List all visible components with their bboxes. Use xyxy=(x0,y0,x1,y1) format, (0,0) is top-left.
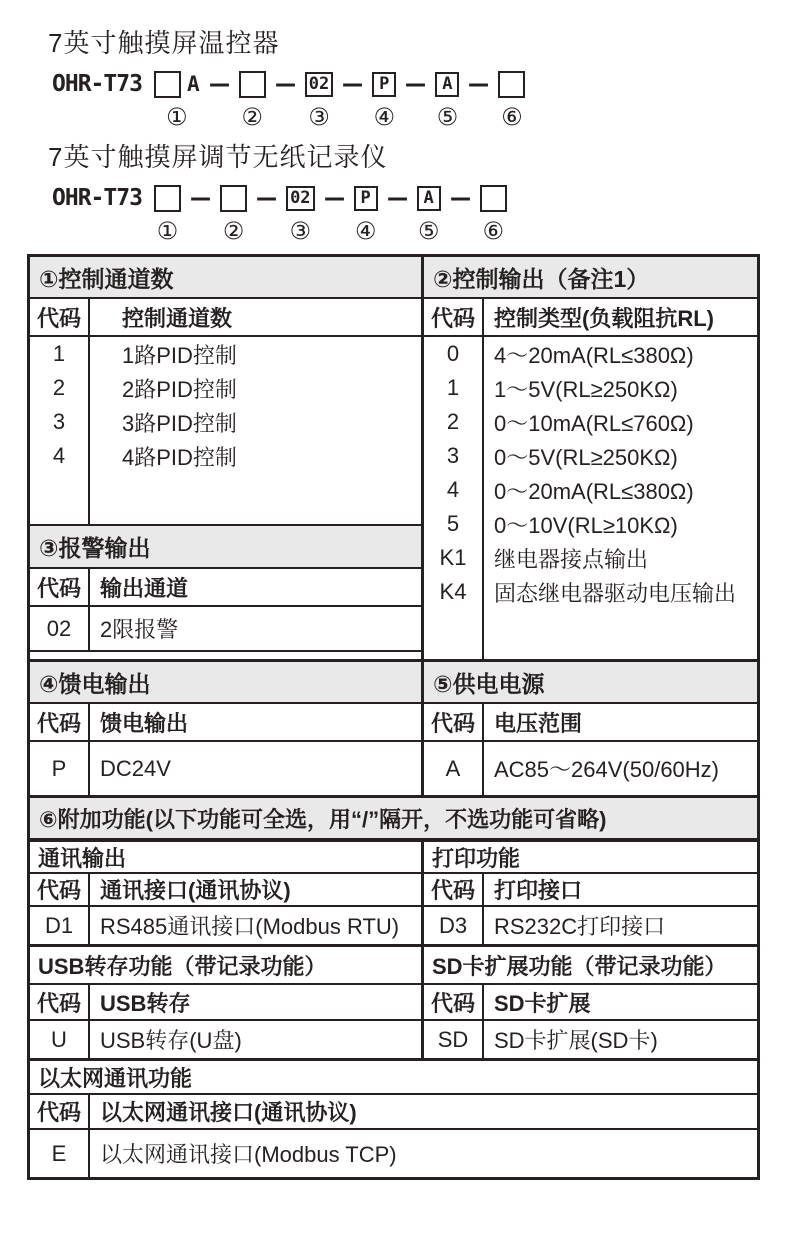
table-row xyxy=(424,907,757,944)
code-box-1-suffix: A xyxy=(186,72,200,96)
column-header-code: 代码 xyxy=(30,704,90,740)
ordering-code-table xyxy=(27,254,760,1180)
circle-index-6: ⑥ xyxy=(482,218,504,245)
table-row xyxy=(424,371,757,405)
code-box-6 xyxy=(498,71,525,98)
code-box-2 xyxy=(220,185,247,212)
ethernet-section xyxy=(30,1058,757,1177)
filler-row xyxy=(424,609,757,659)
code-box-1 xyxy=(154,185,181,212)
dash-segment xyxy=(275,69,295,99)
section-6-header: ⑥附加功能(以下功能可全选，用“/”隔开，不选功能可省略) xyxy=(30,795,757,840)
code-segment-6 xyxy=(498,69,525,130)
circle-index-2: ② xyxy=(222,218,245,245)
table-header-row xyxy=(30,1095,757,1130)
circle-index-6: ⑥ xyxy=(501,104,523,131)
table-header-row xyxy=(30,569,421,607)
code-cell: 2 xyxy=(30,371,90,405)
table-row xyxy=(30,1130,757,1177)
code-cell: 3 xyxy=(424,439,484,473)
spacer xyxy=(30,652,421,659)
code-cell: 4 xyxy=(424,473,484,507)
section-2-column xyxy=(424,257,757,659)
dash-separator: – xyxy=(191,183,210,212)
model-code-line-2 xyxy=(52,183,790,244)
dash-separator: – xyxy=(275,69,295,98)
table-row xyxy=(424,473,757,507)
section-4-column xyxy=(30,662,424,795)
column-header-desc: 控制类型(负载阻抗RL) xyxy=(494,305,714,331)
filler-row xyxy=(30,473,421,524)
dash-segment xyxy=(193,183,208,213)
spacer-cell xyxy=(30,473,90,524)
print-function-title: 打印功能 xyxy=(424,842,757,874)
code-box-3: 02 xyxy=(305,72,333,97)
desc-cell: USB转存(U盘) xyxy=(100,1028,242,1053)
code-segment-4 xyxy=(354,183,378,244)
code-cell: K1 xyxy=(424,541,484,575)
table-row xyxy=(424,541,757,575)
comm-output-title: 通讯输出 xyxy=(30,842,421,874)
code-box-4: P xyxy=(372,72,396,97)
section-3-header: ③报警输出 xyxy=(30,524,421,569)
model-prefix-segment xyxy=(52,183,142,213)
code-cell: SD xyxy=(424,1021,484,1058)
spacer-cell xyxy=(90,473,421,524)
column-header-desc: 电压范围 xyxy=(494,710,583,736)
dash-segment xyxy=(259,183,274,213)
table-row xyxy=(30,337,421,371)
dash-segment xyxy=(450,183,470,213)
code-cell: 1 xyxy=(30,337,90,371)
section-1-header: ①控制通道数 xyxy=(30,257,421,299)
circle-index-5: ⑤ xyxy=(417,218,440,245)
dash-segment xyxy=(469,69,489,99)
code-box-4: P xyxy=(354,186,378,211)
code-segment-2 xyxy=(239,69,266,130)
dash-separator: – xyxy=(209,69,229,98)
column-header-code: 代码 xyxy=(424,299,484,335)
code-segment-2 xyxy=(220,183,247,244)
code-segment-4 xyxy=(372,69,396,130)
column-header-desc: 输出通道 xyxy=(100,575,189,601)
desc-cell: 1～5V(RL≥250KΩ) xyxy=(494,376,678,402)
spacer-cell xyxy=(424,609,484,659)
code-segment-5 xyxy=(435,69,459,130)
table-row xyxy=(30,439,421,473)
column-header-code: 代码 xyxy=(424,874,484,905)
code-segment-6 xyxy=(480,183,507,244)
column-header-desc: 打印接口 xyxy=(494,878,583,903)
dash-segment xyxy=(324,183,344,213)
code-box-1 xyxy=(154,71,181,98)
code-cell: 0 xyxy=(424,337,484,371)
code-segment-3 xyxy=(286,183,314,244)
column-header-code: 代码 xyxy=(30,985,90,1019)
table-header-row xyxy=(424,874,757,907)
section-2-header: ②控制输出（备注1） xyxy=(424,257,757,299)
ethernet-title: 以太网通讯功能 xyxy=(30,1061,757,1095)
table-header-row xyxy=(424,704,757,742)
desc-cell: 2限报警 xyxy=(100,617,179,642)
section-5-column xyxy=(424,662,757,795)
table-header-row xyxy=(30,704,421,742)
table-row xyxy=(30,405,421,439)
dash-separator: – xyxy=(469,69,489,98)
code-segment-5 xyxy=(417,183,441,244)
desc-cell: SD卡扩展(SD卡) xyxy=(494,1028,658,1053)
code-box-5: A xyxy=(435,72,459,97)
circle-index-4: ④ xyxy=(354,218,377,245)
code-box-5: A xyxy=(417,186,441,211)
table-row xyxy=(30,907,421,944)
code-cell: U xyxy=(30,1021,90,1058)
section-group-power xyxy=(30,659,757,795)
column-header-desc: SD卡扩展 xyxy=(494,990,591,1016)
desc-cell: 0～10V(RL≥10KΩ) xyxy=(494,512,678,538)
code-segment-1 xyxy=(154,183,181,244)
dash-separator: – xyxy=(387,183,407,212)
code-cell: E xyxy=(30,1130,90,1177)
desc-cell: 3路PID控制 xyxy=(122,410,237,436)
desc-cell: 4路PID控制 xyxy=(122,444,237,470)
dash-segment xyxy=(343,69,363,99)
product-title-2: 7英寸触摸屏调节无纸记录仪 xyxy=(48,142,388,172)
code-cell: 02 xyxy=(30,607,90,650)
desc-cell: 4～20mA(RL≤380Ω) xyxy=(494,342,694,368)
circle-index-1: ① xyxy=(166,104,188,131)
table-row xyxy=(424,337,757,371)
column-header-code: 代码 xyxy=(30,874,90,905)
circle-index-5: ⑤ xyxy=(436,104,459,131)
spacer-cell xyxy=(484,609,757,659)
circle-index-3: ③ xyxy=(289,218,312,245)
table-header-row xyxy=(30,985,421,1021)
table-header-row xyxy=(30,299,421,337)
table-row xyxy=(30,371,421,405)
code-cell: P xyxy=(30,742,90,795)
desc-cell: 0～10mA(RL≤760Ω) xyxy=(494,410,694,436)
code-segment-1 xyxy=(154,69,200,130)
desc-cell: AC85～264V(50/60Hz) xyxy=(494,757,720,782)
model-prefix-segment xyxy=(52,69,142,99)
circle-index-1: ① xyxy=(156,218,179,245)
code-cell: 1 xyxy=(424,371,484,405)
column-header-code: 代码 xyxy=(424,704,484,740)
column-header-desc: 以太网通讯接口(通讯协议) xyxy=(100,1100,357,1125)
usb-column xyxy=(30,947,424,1058)
dash-separator: – xyxy=(343,69,363,98)
code-cell: 3 xyxy=(30,405,90,439)
desc-cell: 以太网通讯接口(Modbus TCP) xyxy=(100,1142,397,1167)
section-group-top xyxy=(30,257,757,659)
dash-segment xyxy=(209,69,229,99)
code-box-2 xyxy=(239,71,266,98)
column-header-code: 代码 xyxy=(30,299,90,335)
column-header-code: 代码 xyxy=(424,985,484,1019)
product-title-1: 7英寸触摸屏温控器 xyxy=(48,28,280,58)
table-row xyxy=(424,575,757,609)
table-row xyxy=(424,507,757,541)
section-group-usb-sd xyxy=(30,944,757,1058)
code-box-6 xyxy=(480,185,507,212)
circle-index-2: ② xyxy=(241,104,263,131)
table-row xyxy=(424,405,757,439)
desc-cell: RS232C打印接口 xyxy=(494,914,666,939)
dash-separator: – xyxy=(450,183,470,212)
desc-cell: 2路PID控制 xyxy=(122,376,237,402)
circle-index-3: ③ xyxy=(308,104,330,131)
dash-segment xyxy=(387,183,407,213)
table-header-row xyxy=(424,299,757,337)
desc-cell: RS485通讯接口(Modbus RTU) xyxy=(100,914,400,939)
dash-separator: – xyxy=(406,69,426,98)
code-cell: 2 xyxy=(424,405,484,439)
column-header-desc: 馈电输出 xyxy=(100,710,189,736)
column-header-code: 代码 xyxy=(30,1095,90,1128)
table-row xyxy=(424,439,757,473)
code-segment-3 xyxy=(305,69,333,130)
code-cell: 5 xyxy=(424,507,484,541)
dash-segment xyxy=(406,69,426,99)
desc-cell: 0～20mA(RL≤380Ω) xyxy=(494,478,694,504)
table-row xyxy=(30,607,421,652)
table-row xyxy=(424,742,757,795)
desc-cell: 1路PID控制 xyxy=(122,342,237,368)
code-cell: D3 xyxy=(424,907,484,944)
comm-output-column xyxy=(30,842,424,944)
model-prefix: OHR-T73 xyxy=(52,71,142,97)
section-5-header: ⑤供电电源 xyxy=(424,662,757,704)
desc-cell: 继电器接点输出 xyxy=(494,546,649,572)
dash-separator: – xyxy=(257,183,276,212)
column-header-desc: 控制通道数 xyxy=(122,305,233,331)
column-header-code: 代码 xyxy=(30,569,90,605)
code-cell: A xyxy=(424,742,484,795)
circle-index-4: ④ xyxy=(373,104,396,131)
model-prefix: OHR-T73 xyxy=(52,185,142,211)
section-1-and-3-column xyxy=(30,257,424,659)
table-row xyxy=(424,1021,757,1058)
model-code-line-1 xyxy=(52,69,790,130)
sd-title: SD卡扩展功能（带记录功能） xyxy=(424,947,757,985)
sd-column xyxy=(424,947,757,1058)
usb-title: USB转存功能（带记录功能） xyxy=(30,947,421,985)
table-row xyxy=(30,1021,421,1058)
desc-cell: 固态继电器驱动电压输出 xyxy=(494,580,737,606)
desc-cell: DC24V xyxy=(100,755,171,781)
desc-cell: 0～5V(RL≥250KΩ) xyxy=(494,444,678,470)
column-header-desc: USB转存 xyxy=(100,990,191,1016)
code-cell: K4 xyxy=(424,575,484,609)
column-header-desc: 通讯接口(通讯协议) xyxy=(100,878,291,903)
code-cell: D1 xyxy=(30,907,90,944)
print-function-column xyxy=(424,842,757,944)
dash-separator: – xyxy=(324,183,344,212)
code-cell: 4 xyxy=(30,439,90,473)
table-row xyxy=(30,742,421,795)
table-header-row xyxy=(424,985,757,1021)
section-4-header: ④馈电输出 xyxy=(30,662,421,704)
section-group-comm-print xyxy=(30,840,757,944)
table-header-row xyxy=(30,874,421,907)
code-box-3: 02 xyxy=(286,186,314,211)
